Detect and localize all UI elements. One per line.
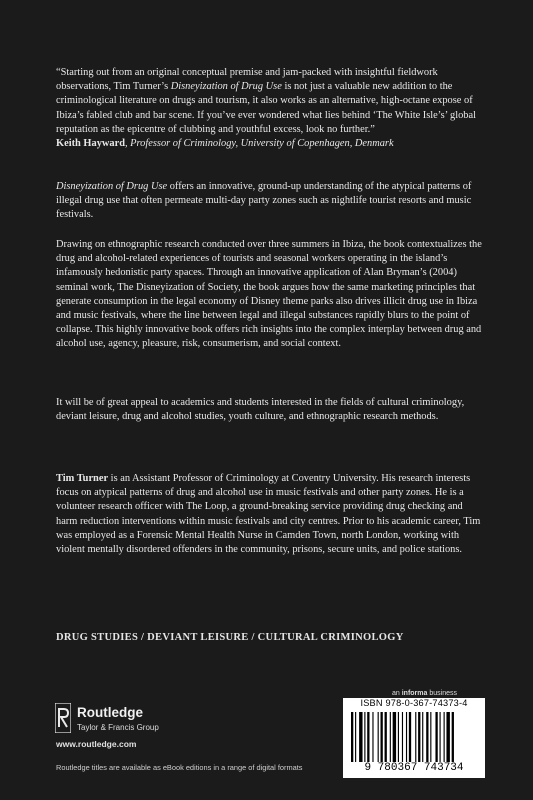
barcode-bar [402, 712, 403, 762]
barcode-bar [355, 712, 356, 762]
publisher-logo [55, 703, 255, 743]
barcode-bar [351, 712, 353, 762]
audience-paragraph: It will be of great appeal to academics and students interested in the fields of cultural criminology, deviant leisure, drug and alcohol studies, youth culture, and ethnographic research methods. [56, 397, 465, 423]
intro-paragraph: Disneyization of Drug Use offers an innovative, ground-up understanding of the atypical patterns of illegal drug use that often permeate multi-day party zones such as nightlife tourist resorts and music festivals. [56, 181, 472, 221]
barcode-bar [390, 712, 391, 762]
barcode-bar [393, 712, 396, 762]
barcode-bar [372, 712, 373, 762]
barcode-bar [452, 712, 454, 762]
barcode-bar [435, 712, 437, 762]
barcode-bar [415, 712, 416, 762]
barcode-icon [349, 712, 479, 762]
barcode-panel [343, 698, 485, 778]
barcode-bar [430, 712, 431, 762]
barcode-bar [359, 712, 362, 762]
book-title: Disneyization of Drug Use [56, 181, 168, 192]
barcode-bar [367, 712, 369, 762]
subject-categories: DRUG STUDIES / DEVIANT LEISURE / CULTURAL CRIMINOLOGY [56, 632, 404, 643]
barcode-bar [422, 712, 423, 762]
isbn: ISBN 978-0-367-74373-4 [360, 698, 468, 708]
author-bio: Tim Turner is an Assistant Professor of Criminology at Coventry University. His research interests focus on atypical patterns of drug and alcohol use in music festivals and other party zones. He is a volunteer research officer with The Loop, a ground-breaking service providing drug checking and harm reduction interventions within music festivals and city centres. Prior to his academic career, Tim was employed as a Forensic Mental Health Nurse in Camden Town, north London, working with violent mentally disordered offenders in the community, prisons, secure units, and police stations. [56, 473, 481, 556]
author-name: Tim Turner [56, 473, 109, 484]
quote-text: “Starting out from an original conceptual premise and jam-packed with insightful fieldwork observations, Tim Turner’s Disneyization of Drug Use is not just a valuable new addition to the criminological literature on drugs and tourism, it also works as an alternative, high-octane expose of Ibiza’s fabled club and bar scene. If you’ve ever wondered what lies behind ‘The White Isle’s’ global reputation as the epicentre of clubbing and youthful excess, look no further.” [56, 67, 476, 135]
barcode-bar [409, 712, 411, 762]
barcode-bar [446, 712, 449, 762]
barcode-bar [364, 712, 365, 762]
barcode-number: 9 780367 743734 [364, 762, 464, 774]
endorsement-quote [56, 66, 484, 151]
barcode-bar [381, 712, 383, 762]
routledge-logo-icon [55, 703, 71, 733]
quote-attribution: Keith Hayward, Professor of Criminology, University of Copenhagen, Denmark [56, 138, 394, 150]
informa-business: an informa business [392, 690, 457, 697]
barcode-bar [398, 712, 399, 762]
barcode-bar [440, 712, 441, 762]
barcode-bar [426, 712, 428, 762]
barcode-bar [385, 712, 387, 762]
barcode-bar [378, 712, 379, 762]
barcode-bar [406, 712, 407, 762]
ebook-note: Routledge titles are available as eBook editions in a range of digital formats [56, 763, 303, 772]
description-paragraph: Drawing on ethnographic research conducted over three summers in Ibiza, the book contextualizes the drug and alcohol-related experiences of tourists and seasonal workers operating in the island’s infamously hedonistic party spaces. Through an innovative application of Alan Bryman’s (2004) seminal work, The Disneyization of Society, the book argues how the same marketing principles that generate consumption in the legal economy of Disney theme parks also drives illicit drug use in Ibiza and music festivals, where the line between legal and illegal substances rapidly blurs to the point of collapse. This highly innovative book offers rich insights into the complex interplay between drug and alcohol use, agency, pleasure, risk, consumerism, and social context. [56, 239, 482, 350]
barcode-bar [444, 712, 445, 762]
publisher-url: www.routledge.com [56, 739, 137, 749]
publisher-group: Taylor & Francis Group [77, 723, 159, 732]
publisher-name: Routledge [77, 705, 143, 720]
barcode-bar [418, 712, 420, 762]
